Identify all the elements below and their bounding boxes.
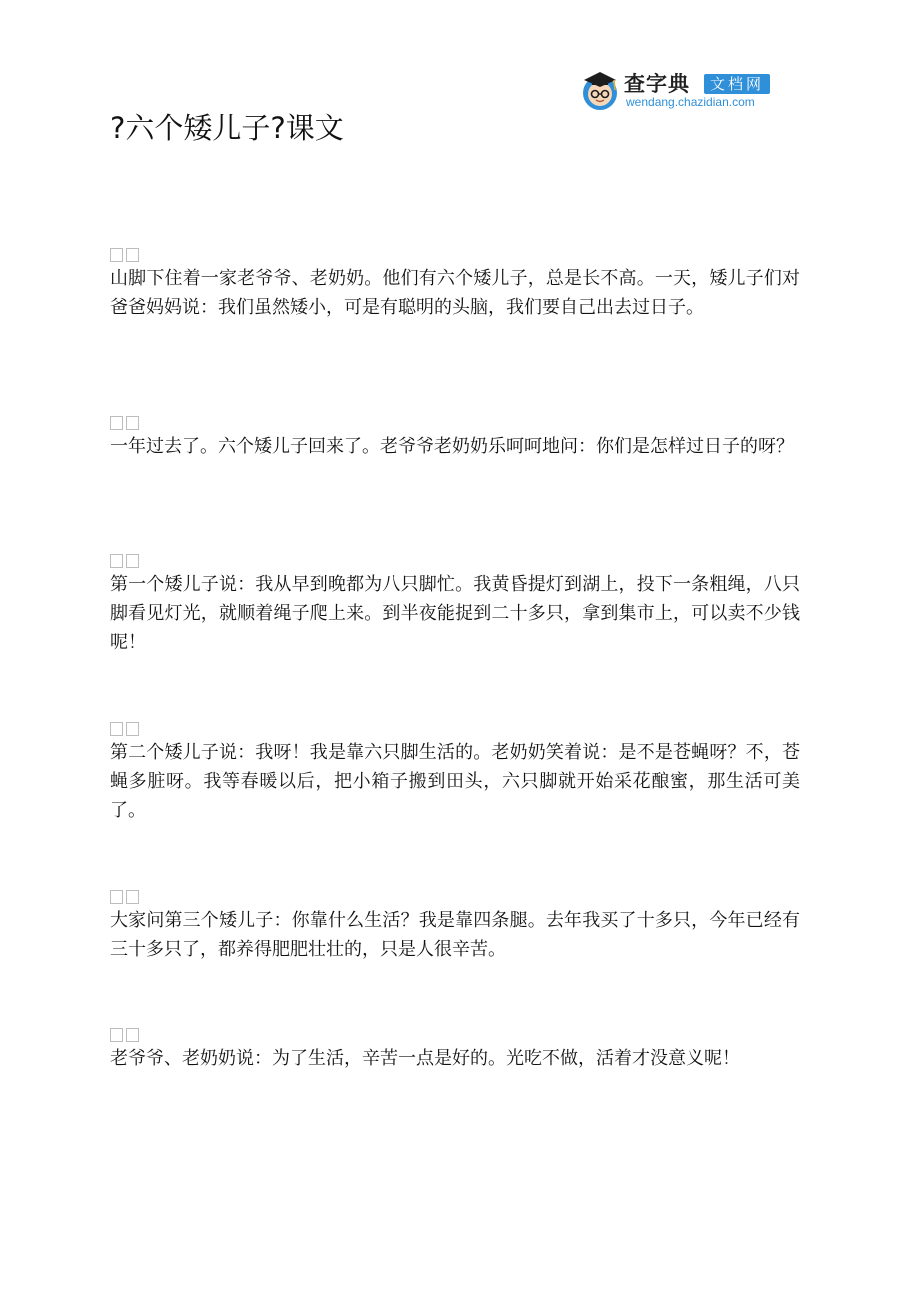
paragraph-text: 山脚下住着一家老爷爷、老奶奶。他们有六个矮儿子，总是长不高。一天，矮儿子们对爸爸妈妈说：我们虽然矮小，可是有聪明的头脑，我们要自己出去过日子。 — [110, 268, 800, 318]
mascot-icon — [578, 68, 622, 112]
paragraph — [110, 1024, 800, 1073]
paragraph-text: 老爷爷、老奶奶说：为了生活，辛苦一点是好的。光吃不做，活着才没意义呢！ — [110, 1048, 740, 1069]
logo-tag-text: 文档网 — [704, 74, 770, 94]
paragraph-marker-icon — [110, 550, 800, 570]
paragraph — [110, 550, 800, 657]
paragraph-text: 第一个矮儿子说：我从早到晚都为八只脚忙。我黄昏提灯到湖上，投下一条粗绳，八只脚看见灯光，就顺着绳子爬上来。到半夜能捉到二十多只，拿到集市上，可以卖不少钱呢！ — [110, 574, 800, 653]
paragraph-marker-icon — [110, 886, 800, 906]
paragraph — [110, 412, 800, 461]
paragraph-text: 一年过去了。六个矮儿子回来了。老爷爷老奶奶乐呵呵地问：你们是怎样过日子的呀？ — [110, 436, 794, 457]
paragraph-text: 第二个矮儿子说：我呀！我是靠六只脚生活的。老奶奶笑着说：是不是苍蝇呀？不，苍蝇多脏呀。我等春暖以后，把小箱子搬到田头，六只脚就开始采花酿蜜，那生活可美了。 — [110, 742, 800, 821]
logo-url-text: wendang.chazidian.com — [626, 95, 755, 109]
paragraph-marker-icon — [110, 412, 800, 432]
logo-brand-text: 查字典 — [624, 72, 690, 96]
document-title: ?六个矮儿子?课文 — [110, 111, 344, 145]
paragraph-marker-icon — [110, 718, 800, 738]
paragraph-marker-icon — [110, 1024, 800, 1044]
site-logo[interactable] — [578, 68, 808, 114]
paragraph — [110, 244, 800, 322]
paragraph — [110, 886, 800, 964]
paragraph-text: 大家问第三个矮儿子：你靠什么生活？我是靠四条腿。去年我买了十多只，今年已经有三十多只了，都养得肥肥壮壮的，只是人很辛苦。 — [110, 910, 800, 960]
paragraph-marker-icon — [110, 244, 800, 264]
paragraph — [110, 718, 800, 825]
